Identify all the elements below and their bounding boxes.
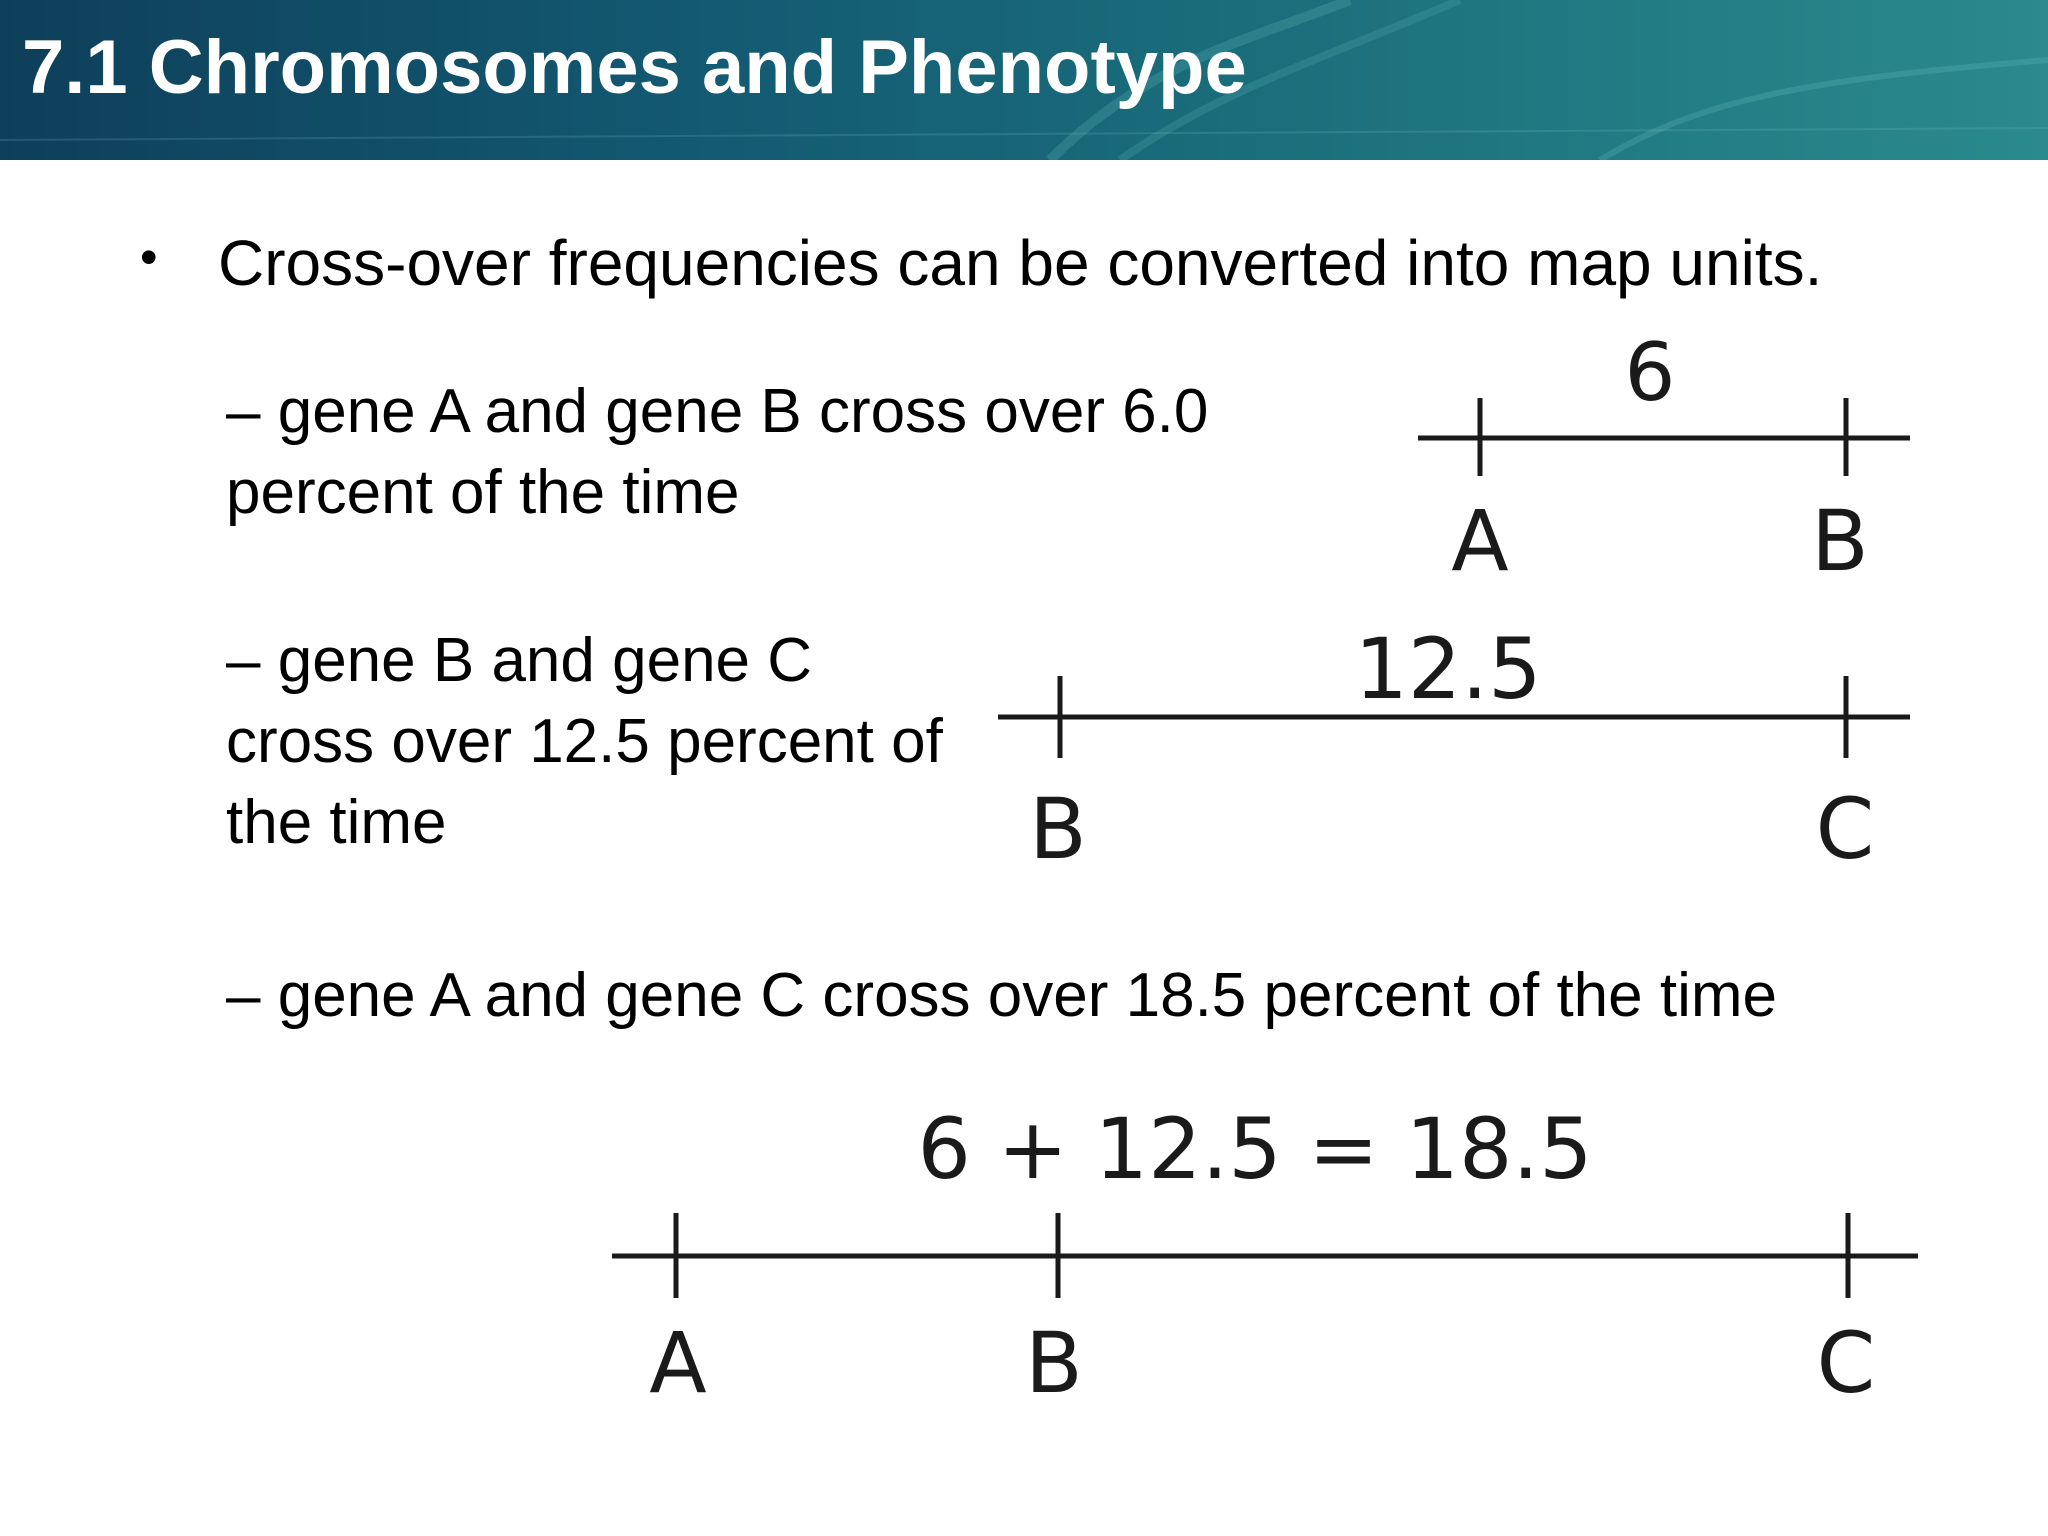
bullet-icon: • <box>140 229 158 285</box>
slide-title: 7.1 Chromosomes and Phenotype <box>22 25 1247 110</box>
bc-gene-label-c: C <box>1815 780 1875 878</box>
bc-distance-label: 12.5 <box>1354 620 1542 718</box>
abc-gene-label-c: C <box>1816 1314 1876 1412</box>
main-bullet: Cross-over frequencies can be converted into map units. <box>218 227 1823 299</box>
ab-distance-label: 6 <box>1624 326 1676 419</box>
sub-item-ac: – gene A and gene C cross over 18.5 percent of the time <box>226 961 1777 1030</box>
gene-map-abc <box>600 1070 1930 1410</box>
abc-gene-label-a: A <box>649 1314 707 1412</box>
sub-item-bc: – gene B and gene C cross over 12.5 percent of the time <box>226 626 943 857</box>
ab-gene-label-a: A <box>1451 492 1509 590</box>
abc-equation-label: 6 + 12.5 = 18.5 <box>917 1100 1593 1198</box>
sub-item-ab: – gene A and gene B cross over 6.0 percent of the time <box>226 377 1209 527</box>
bc-gene-label-b: B <box>1029 780 1087 878</box>
ab-gene-label-b: B <box>1811 492 1869 590</box>
gene-map-bc <box>990 610 1920 878</box>
gene-map-ab <box>1400 320 1940 590</box>
slide-header <box>0 0 2048 160</box>
abc-gene-label-b: B <box>1025 1314 1083 1412</box>
